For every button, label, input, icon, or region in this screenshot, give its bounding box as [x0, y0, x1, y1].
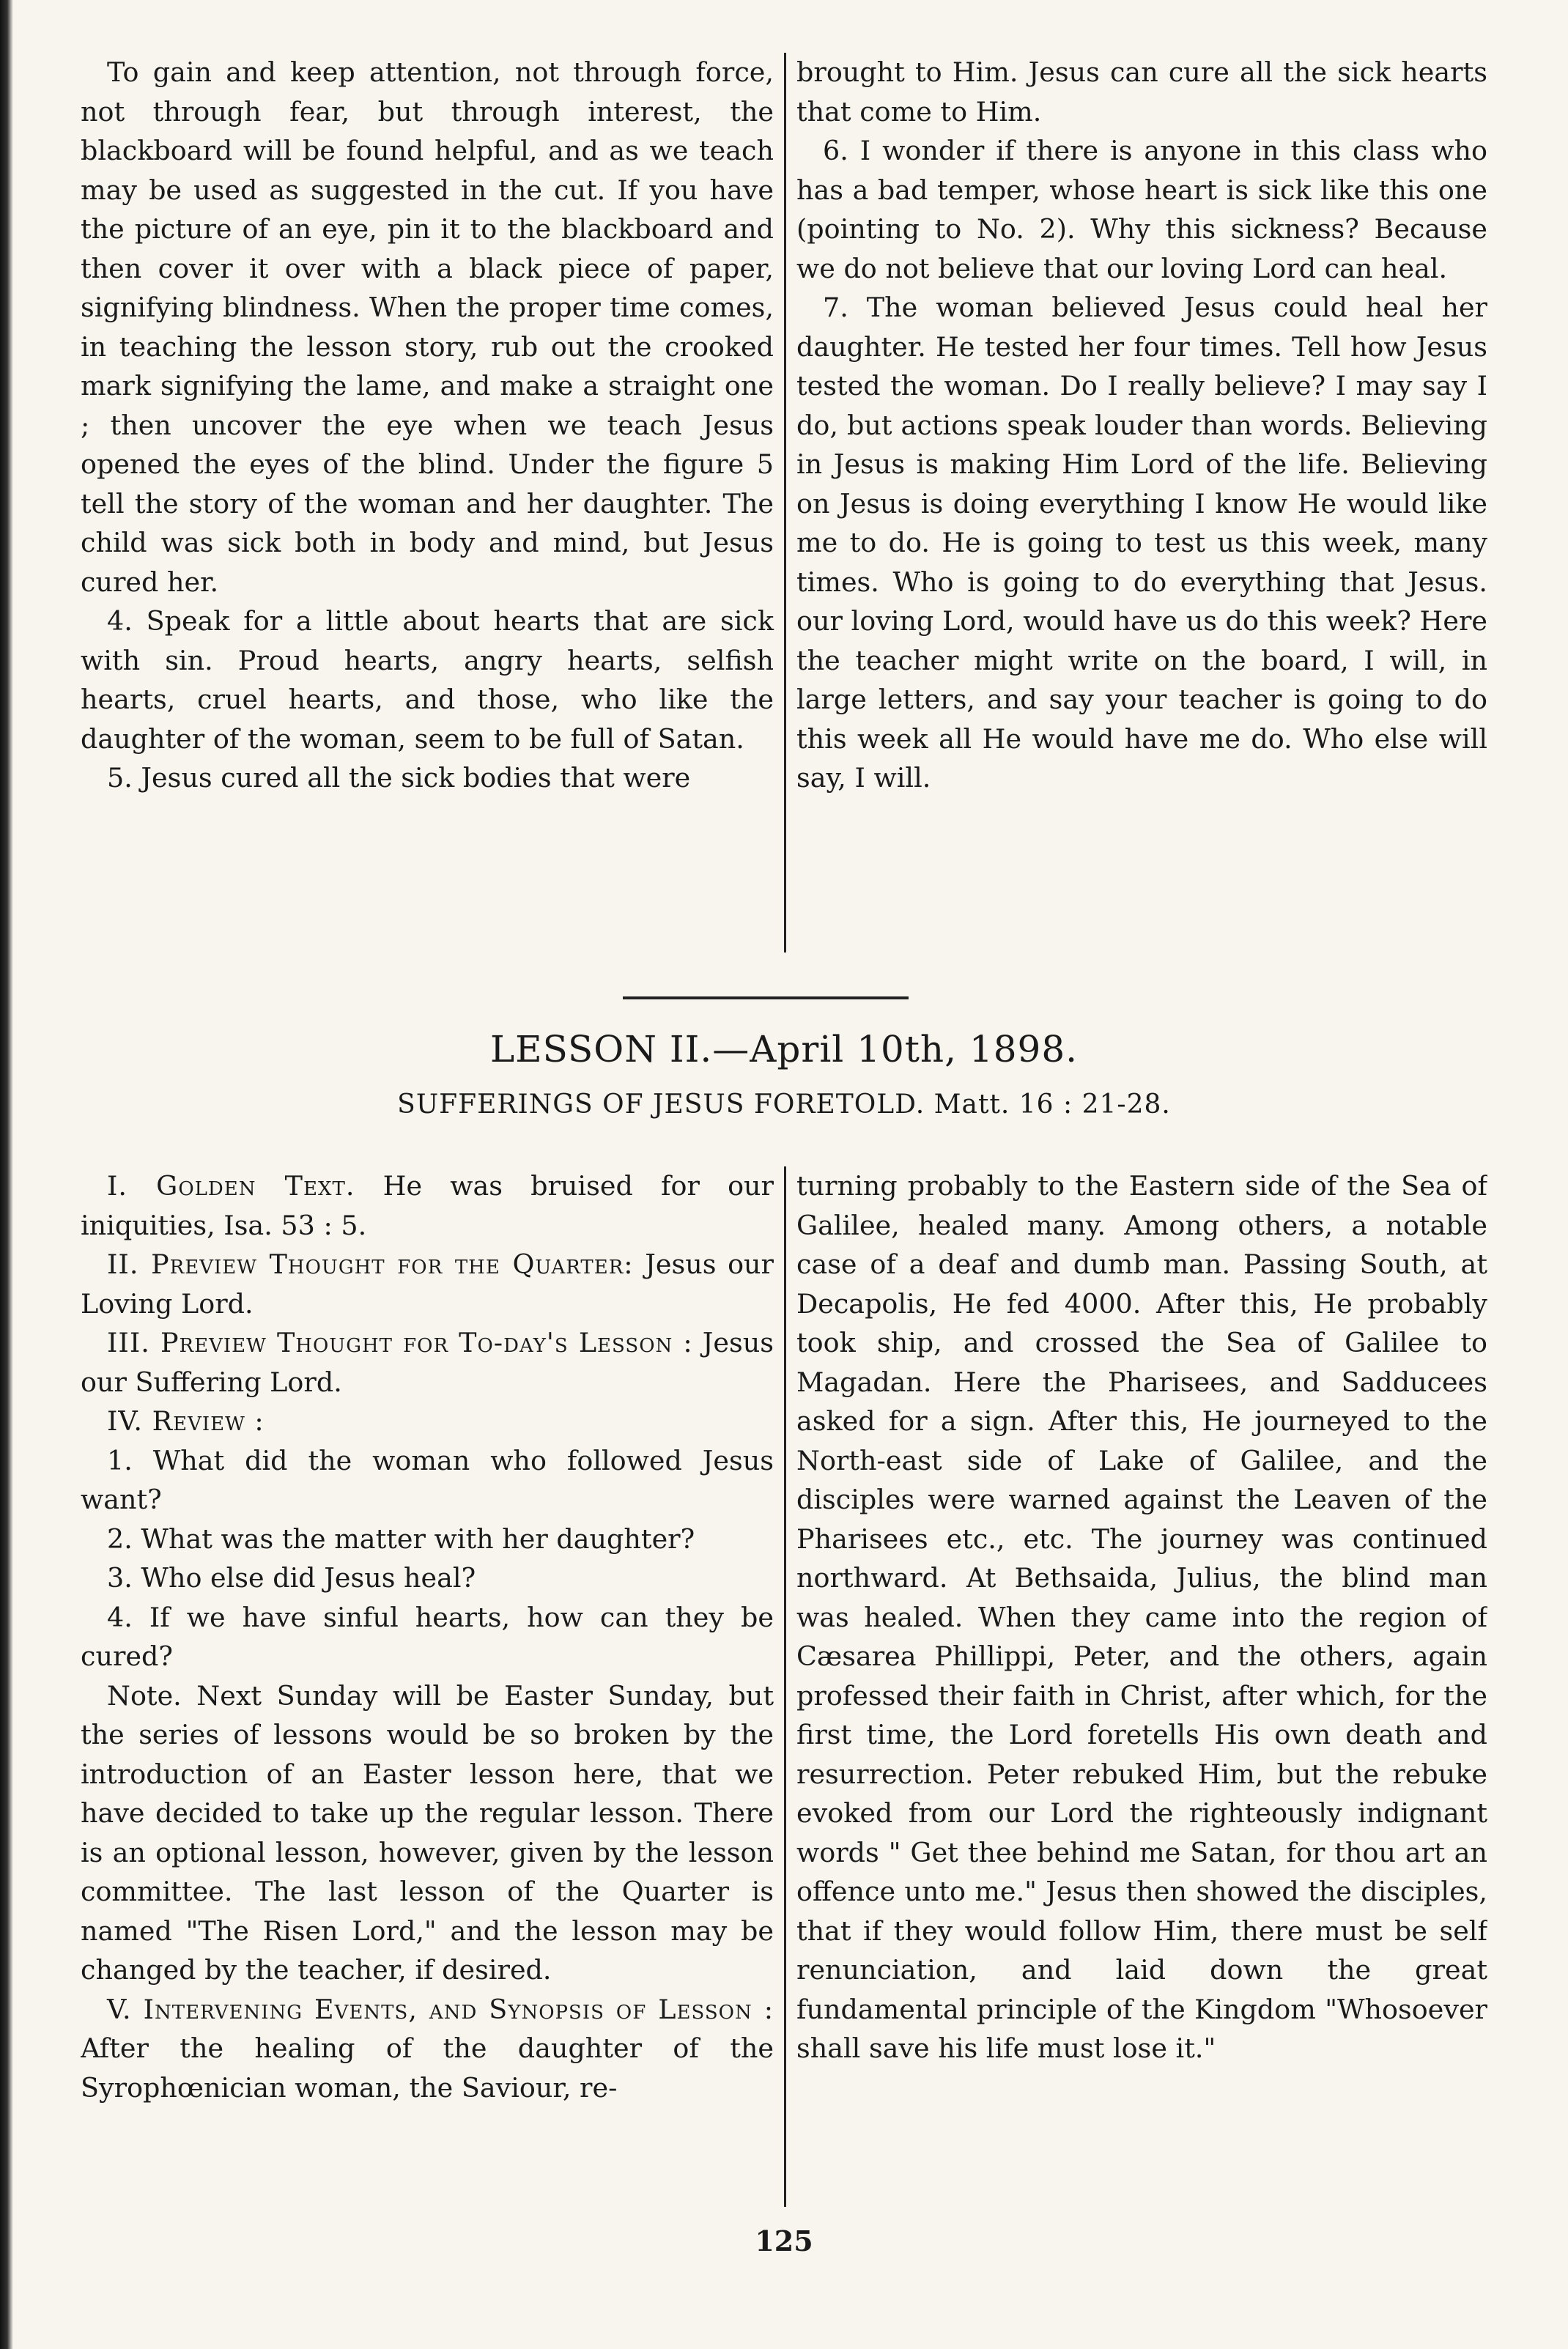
lesson-subtitle: SUFFERINGS OF JESUS FORETOLD. Matt. 16 : 21-28.	[397, 1090, 1171, 1120]
paragraph: 5. Jesus cured all the sick bodies that were	[107, 762, 691, 794]
item-text: Jesus our Suffering Lord.	[81, 1327, 774, 1398]
paragraph: brought to Him. Jesus can cure all the sick hearts that come to Him.	[796, 56, 1487, 127]
bottom-left-column	[81, 1166, 784, 2207]
paragraph	[81, 1402, 774, 1441]
review-question: 3. Who else did Jesus heal?	[107, 1562, 476, 1594]
item-heading: II. Preview Thought for the Quarter:	[107, 1249, 634, 1280]
paragraph: To gain and keep attention, not through force, not through fear, but through interest, the blackboard will be found helpful, and as we teach may be used as suggested in the cut. If you have the picture of an eye, pin it to the blackboard and then cover it over with a black piece of paper, signifying blindness. When the proper time comes, in teaching the lesson story, rub out the crooked mark signifying the lame, and make a straight one ; then uncover the eye when we teach Jesus opened the eyes of the blind. Under the figure 5 tell the story of the woman and her daughter. The child was sick both in body and mind, but Jesus cured her.	[81, 56, 774, 598]
paragraph: turning probably to the Eastern side of the Sea of Galilee, healed many. Among others, a notable case of a deaf and dumb man. Passing South, at Decapolis, He fed 4000. After this, He probably took ship, and crossed the Sea of Galilee to Magadan. Here the Pharisees, and Sadducees asked for a sign. After this, He journeyed to the North-east side of Lake of Galilee, and the disciples were warned against the Leaven of the Pharisees etc., etc. The journey was continued northward. At Bethsaida, Julius, the blind man was healed. When they came into the region of Cæsarea Phillippi, Peter, and the others, again professed their faith in Christ, after which, for the first time, the Lord foretells His own death and resurrection. Peter rebuked Him, but the rebuke evoked from our Lord the righteously indignant words " Get thee behind me Satan, for thou art an offence unto me." Jesus then showed the disciples, that if they would follow Him, there must be self renunciation, and laid down the great fundamental principle of the Kingdom "Whosoever shall save his life must lose it."	[796, 1170, 1487, 2064]
item-heading: III. Preview Thought for To-day's Lesson :	[107, 1327, 693, 1358]
paragraph	[81, 1990, 774, 2108]
review-question: 2. What was the matter with her daughter?	[107, 1523, 695, 1555]
scan-edge	[0, 0, 13, 2349]
paragraph	[81, 1245, 774, 1323]
page-number: 125	[755, 2224, 813, 2257]
item-text: After the healing of the daughter of the Syrophœnician woman, the Saviour, re-	[81, 2032, 774, 2104]
bottom-columns	[81, 1166, 1487, 2207]
item-heading: I. Golden Text.	[107, 1170, 355, 1202]
item-text: Jesus our Loving Lord.	[81, 1249, 774, 1320]
review-question: 4. If we have sinful hearts, how can they be cured?	[81, 1601, 774, 1672]
section-divider	[623, 996, 909, 999]
review-question: 1. What did the woman who followed Jesus want?	[81, 1444, 774, 1515]
item-heading: V. Intervening Events, and Synopsis of Lesson :	[107, 1993, 774, 2025]
paragraph: 6. I wonder if there is anyone in this class who has a bad temper, whose heart is sick like this one (pointing to No. 2). Why this sickness? Because we do not believe that our loving Lord can heal.	[796, 135, 1487, 284]
item-heading: IV. Review :	[107, 1405, 265, 1437]
note-paragraph: Note. Next Sunday will be Easter Sunday, but the series of lessons would be so broken by the introduction of an Easter lesson here, that we have decided to take up the regular lesson. There is an optional lesson, however, given by the lesson committee. The last lesson of the Quarter is named "The Risen Lord," and the lesson may be changed by the teacher, if desired.	[81, 1679, 774, 1986]
bottom-right-column	[784, 1166, 1487, 2207]
top-columns	[81, 53, 1487, 952]
paragraph	[81, 1166, 774, 1245]
paragraph	[81, 1323, 774, 1402]
top-right-column	[784, 53, 1487, 952]
paragraph: 7. The woman believed Jesus could heal her daughter. He tested her four times. Tell how Jesus tested the woman. Do I really believe? I may say I do, but actions speak louder than words. Believing in Jesus is making Him Lord of the life. Believing on Jesus is doing everything I know He would like me to do. He is going to test us this week, many times. Who is going to do everything that Jesus. our loving Lord, would have us do this week? Here the teacher might write on the board, I will, in large letters, and say your teacher is going to do this week all He would have me do. Who else will say, I will.	[796, 292, 1487, 794]
item-text: He was bruised for our iniquities, Isa. 53 : 5.	[81, 1170, 774, 1241]
top-left-column	[81, 53, 784, 952]
lesson-title: LESSON II.—April 10th, 1898.	[489, 1028, 1079, 1070]
paragraph: 4. Speak for a little about hearts that are sick with sin. Proud hearts, angry hearts, selfish hearts, cruel hearts, and those, who like the daughter of the woman, seem to be full of Satan.	[81, 605, 774, 755]
